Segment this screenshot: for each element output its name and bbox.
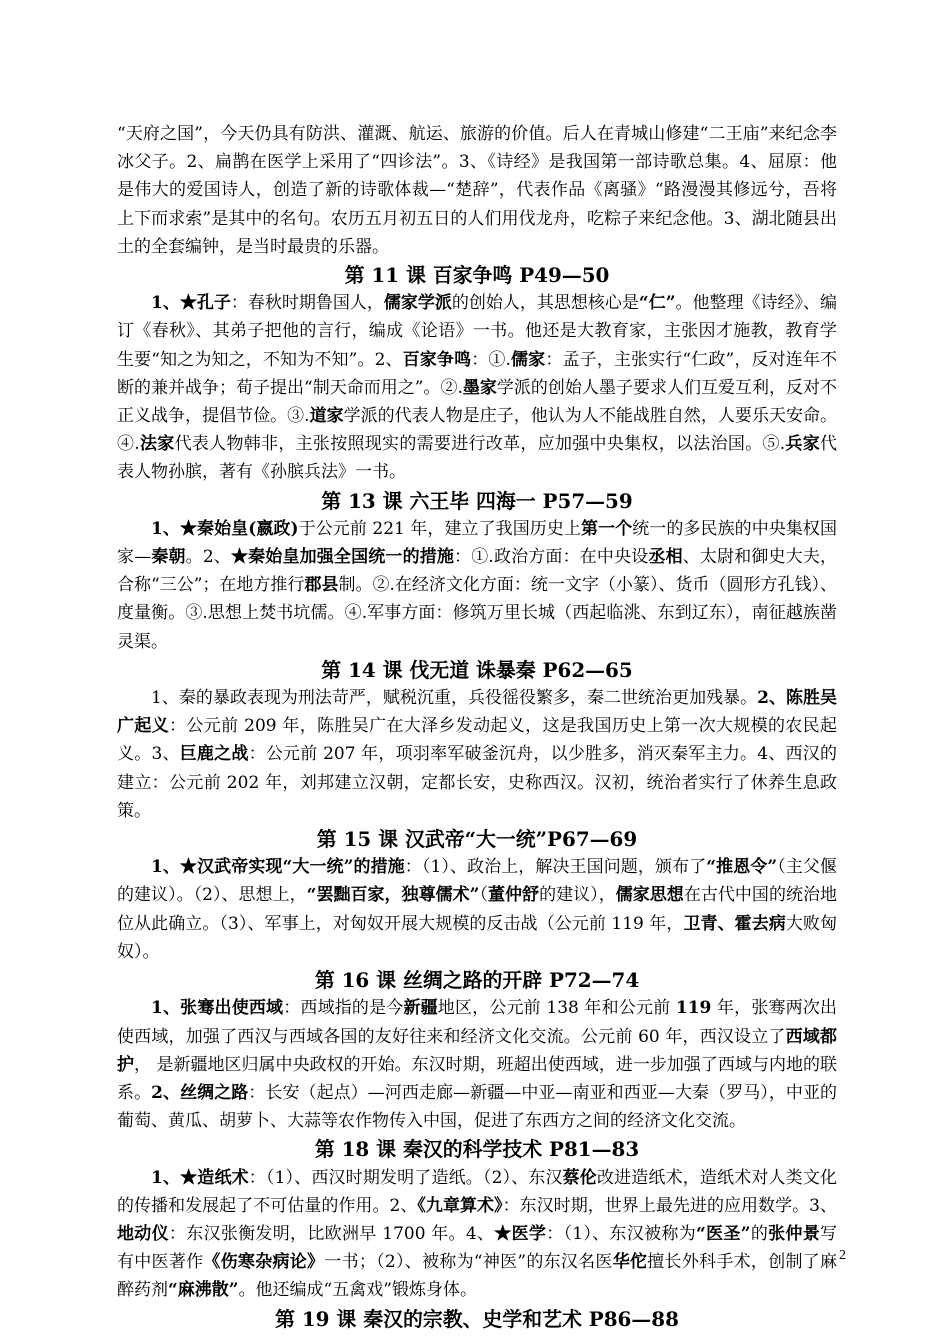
text-run: ：（1）、政治上，解决王国问题，颁布了 xyxy=(404,857,707,878)
keyword: 2、陈胜吴广起义 xyxy=(117,688,837,737)
lesson-18-heading: 第 18 课 秦汉的科学技术 P81—83 xyxy=(314,1137,640,1162)
keyword: 1、★孔子 xyxy=(151,293,231,314)
text-run: 在古代中国的统治地位从此确立。（3）、军事上，对匈奴开展大规模的反击战（公元前 119 年， xyxy=(117,885,838,934)
text-run: ：东汉张衡发明，比欧洲早 1700 年。4、 xyxy=(168,1223,495,1244)
keyword: 1、★汉武帝实现“大一统”的措施 xyxy=(151,857,405,878)
keyword: “推恩令” xyxy=(706,857,778,878)
text-run: ：①.政治方面：在中央设 xyxy=(454,547,649,568)
text-run: 学派的代表人物是庄子，他认为人不能战胜自然，人要乐天安命。④. xyxy=(117,406,838,455)
keyword: 道家 xyxy=(309,406,344,427)
keyword: 西域都护 xyxy=(117,1026,837,1075)
keyword: 郡县 xyxy=(304,575,339,596)
text-run: ：（1）、东汉被称为 xyxy=(546,1223,697,1244)
text-run: 代表人物孙膑，著有《孙膑兵法》一书。 xyxy=(117,434,838,483)
text-run: 一书；（2）、被称为“神医”的东汉名医 xyxy=(324,1252,613,1273)
keyword: 百家争鸣 xyxy=(402,349,472,370)
keyword: 儒家 xyxy=(510,349,546,370)
keyword: 董仲舒 xyxy=(488,885,540,906)
text-run: （主父偃的建议）。（2）、思想上， xyxy=(117,857,838,906)
keyword: “医圣” xyxy=(696,1223,751,1244)
keyword: ★医学 xyxy=(494,1223,547,1244)
keyword: 《伤寒杂病论》 xyxy=(203,1252,325,1273)
keyword: 张仲景 xyxy=(768,1223,821,1244)
keyword: ★秦始皇加强全国统一的措施 xyxy=(230,547,455,568)
lesson-14-heading: 第 14 课 伐无道 诛暴秦 P62—65 xyxy=(321,657,633,682)
page-number: 2 xyxy=(839,1248,846,1263)
lesson-15-heading: 第 15 课 汉武帝“大一统”P67—69 xyxy=(316,827,638,852)
keyword: 秦朝 xyxy=(151,547,186,568)
text-run: 于公元前 221 年，建立了我国历史上 xyxy=(298,518,582,539)
text-run: ：西域指的是今 xyxy=(283,998,404,1019)
keyword: 儒家思想 xyxy=(615,885,684,906)
keyword: “罢黜百家，独尊儒术” xyxy=(306,885,480,906)
keyword: 兵家 xyxy=(785,434,821,455)
intro-paragraph: “天府之国”，今天仍具有防洪、灌溉、航运、旅游的价值。后人在青城山修建“二王庙”来纪念李冰父子。2、扁鹊在医学上采用了“四诊法”。3、《诗经》是我国第一部诗歌总集。4、屈原：他是伟大的爱国诗人，创造了新的诗歌体裁—“楚辞”，代表作品《离骚》“路漫漫其修远兮，吾将上下而求索”是其中的名句。农历五月初五日的人们用伐龙舟，吃粽子来纪念他。3、湖北随县出土的全套编钟，是当时最贵的乐器。 xyxy=(117,124,837,257)
keyword: 1、★造纸术 xyxy=(151,1167,249,1188)
lesson-11-paragraph xyxy=(117,289,837,486)
text-run: ：公元前 209 年，陈胜吴广在大泽乡发动起义，这是我国历史上第一次大规模的农民起义。3、 xyxy=(117,716,837,765)
text-run: 学派的创始人墨子要求人们互爱互利，反对不正义战争，提倡节俭。③. xyxy=(117,377,837,427)
keyword: 嬴政 xyxy=(256,518,291,539)
text-run: 擅长外科手术，创制了麻醉药剂 xyxy=(117,1252,838,1301)
keyword: 华佗 xyxy=(612,1252,648,1273)
text-run: ：（1）、西汉时期发明了造纸。（2）、东汉 xyxy=(248,1167,563,1188)
page-content xyxy=(117,120,837,1333)
text-run: 大败匈奴）。 xyxy=(117,913,837,962)
text-run: ， 是新疆地区归属中央政权的开始。东汉时期，班超出使西域，进一步加强了西域与内地的联系。 xyxy=(117,1054,837,1103)
text-run: 写有中医著作 xyxy=(117,1223,838,1273)
lesson-15-paragraph xyxy=(117,853,837,966)
text-run: ：公元前 207 年，项羽率军破釜沉舟，以少胜多，消灭秦军主力。4、西汉的建立：公元前 202 年，刘邦建立汉朝，定都长安，史称西汉。汉初，统治者实行了休养生息政策。 xyxy=(117,744,837,821)
keyword: 墨家 xyxy=(462,377,497,398)
lesson-16-heading: 第 16 课 丝绸之路的开辟 P72—74 xyxy=(314,968,640,993)
keyword: 1、★秦始皇( xyxy=(151,518,257,539)
keyword: 蔡伦 xyxy=(562,1167,597,1188)
text-run: 的建议）， xyxy=(539,885,616,906)
keyword: 巨鹿之战 xyxy=(179,744,249,765)
lesson-13-paragraph xyxy=(117,515,837,656)
text-run: ：长安（起点）—河西走廊—新疆—中亚—南亚和西亚—大秦（罗马），中亚的葡萄、黄瓜、胡萝卜、大蒜等农作物传入中国，促进了东西方之间的经济文化交流。 xyxy=(117,1082,838,1132)
keyword: 儒家学派 xyxy=(383,293,452,314)
text-run: 。他还编成“五禽戏”锻炼身体。 xyxy=(238,1280,477,1301)
text-run: 改进造纸术，造纸术对人类文化的传播和发展起了不可估量的作用。2、 xyxy=(117,1167,837,1216)
keyword: “仁” xyxy=(638,293,676,314)
text-run: ：孟子，主张实行“仁政”，反对连年不断的兼并战争；荀子提出“制天命而用之”。②. xyxy=(117,349,838,398)
text-run: 统一的多民族的中央集权国家— xyxy=(117,518,838,568)
keyword: 地动仪 xyxy=(117,1223,169,1244)
text-run: （ xyxy=(479,885,489,906)
lesson-16-paragraph xyxy=(117,994,837,1135)
keyword: 《九章算术》 xyxy=(417,1195,503,1216)
text-run: 、太尉和御史大夫，合称“三公”；在地方推行 xyxy=(117,547,838,596)
text-run: ：东汉时期，世界上最先进的应用数学。3、 xyxy=(502,1195,837,1216)
keyword: 卫青、霍去病 xyxy=(683,913,786,934)
keyword: 法家 xyxy=(139,434,175,455)
keyword: 丞相 xyxy=(648,547,683,568)
text-run: 年，张骞两次出使西域，加强了西汉与西域各国的友好往来和经济文化交流。公元前 60 年，西汉设立了 xyxy=(117,998,838,1047)
text-run: 1、秦的暴政表现为刑法苛严，赋税沉重，兵役徭役繁多，秦二世统治更加残暴。 xyxy=(151,688,758,709)
text-run: ：春秋时期鲁国人， xyxy=(230,293,384,314)
keyword: 第一个 xyxy=(581,518,633,539)
keyword: 新疆 xyxy=(403,998,438,1019)
text-run: 制。②.在经济文化方面：统一文字（小篆）、货币（圆形方孔钱）、度量衡。③.思想上焚书坑儒。④.军事方面：修筑万里长城（西起临洮、东到辽东），南征越族凿灵渠。 xyxy=(117,575,837,652)
text-run: 。他整理《诗经》、编订《春秋》、其弟子把他的言行，编成《论语》一书。他还是大教育家，主张因才施教，教育学生要“知之为知之，不知为不知”。2、 xyxy=(117,293,838,370)
text-run: 。2、 xyxy=(185,547,231,568)
keyword: 119 xyxy=(675,998,712,1019)
lesson-18-paragraph xyxy=(117,1164,837,1305)
keyword: 1、张骞出使西域 xyxy=(151,998,284,1019)
text-run: 代表人物韩非，主张按照现实的需要进行改革，应加强中央集权，以法治国。⑤. xyxy=(174,434,786,455)
text-run: ：①. xyxy=(471,349,511,370)
lesson-19-heading: 第 19 课 秦汉的宗教、史学和艺术 P86—88 xyxy=(275,1306,679,1331)
keyword: ) xyxy=(290,518,299,539)
lesson-11-heading: 第 11 课 百家争鸣 P49—50 xyxy=(344,263,610,288)
keyword: 2、丝绸之路 xyxy=(151,1082,249,1103)
text-run: 地区，公元前 138 年和公元前 xyxy=(437,998,676,1019)
text-run: 的 xyxy=(750,1223,769,1244)
text-run: 的创始人，其思想核心是 xyxy=(451,293,639,314)
keyword: “麻沸散” xyxy=(168,1280,239,1301)
lesson-13-heading: 第 13 课 六王毕 四海一 P57—59 xyxy=(321,488,633,513)
lesson-14-paragraph xyxy=(117,684,837,825)
